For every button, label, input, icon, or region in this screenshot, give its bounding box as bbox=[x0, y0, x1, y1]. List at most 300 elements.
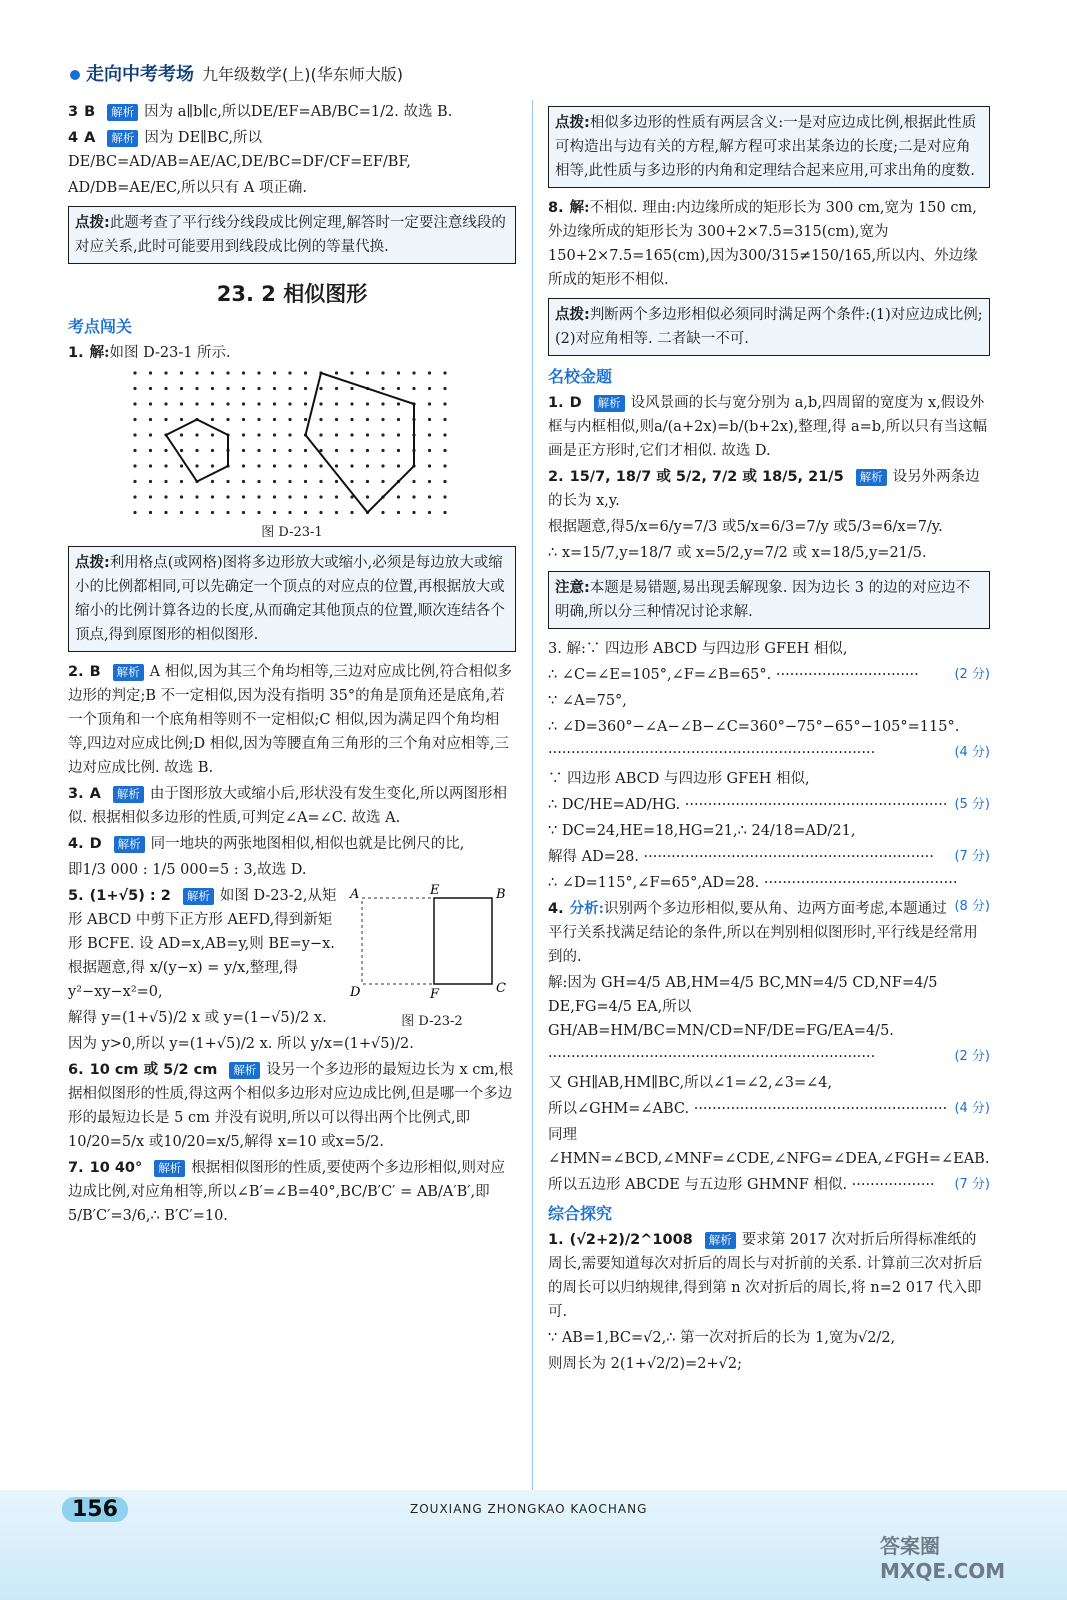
grid-dot bbox=[366, 480, 369, 483]
score-points: (4 分) bbox=[954, 1101, 990, 1116]
grid-dot bbox=[257, 464, 260, 467]
grid-dot bbox=[350, 371, 353, 374]
grid-dot bbox=[273, 371, 276, 374]
grid-dot bbox=[366, 464, 369, 467]
grid-dot bbox=[133, 402, 136, 405]
grid-dot bbox=[164, 464, 167, 467]
grid-dot bbox=[257, 402, 260, 405]
figure-caption-2: 图 D-23-2 bbox=[401, 1014, 463, 1029]
grid-dot bbox=[211, 433, 214, 436]
grid-dot bbox=[428, 402, 431, 405]
item-answer: D bbox=[89, 836, 102, 852]
item-number: 3. bbox=[68, 786, 84, 802]
grid-dot bbox=[366, 418, 369, 421]
note-text: 本题是易错题,易出现丢解现象. 因为边长 3 的边的对应边不明确,所以分三种情况讨论求解. bbox=[555, 580, 971, 620]
grid-dot bbox=[133, 387, 136, 390]
item-text: 根据相似图形的性质,要使两个多边形相似,则对应边成比例,对应角相等,所以∠B′=∠B=40°,BC/B′C′ = AB/A′B′,即5/B′C′=3/6,∴ B′C′=10. bbox=[68, 1160, 505, 1224]
grid-dot bbox=[304, 495, 307, 498]
grid-dot bbox=[350, 480, 353, 483]
item-number: 4 bbox=[68, 130, 79, 146]
grid-dot bbox=[288, 480, 291, 483]
grid-dot bbox=[350, 387, 353, 390]
score-points: (2 分) bbox=[954, 1049, 990, 1064]
item-number: 3 bbox=[68, 104, 79, 120]
grid-dot bbox=[319, 464, 322, 467]
grid-dot bbox=[335, 418, 338, 421]
grid-dot bbox=[226, 511, 229, 514]
grid-dot bbox=[412, 495, 415, 498]
line-text: 解:因为 GH=4/5 AB,HM=4/5 BC,MN=4/5 CD,NF=4/5 DE,FG=4/5 EA,所以GH/AB=HM/BC=MN/CD=NF/DE=FG/EA=4/5. bbox=[548, 975, 938, 1039]
grid-dot bbox=[350, 402, 353, 405]
label-b: B bbox=[496, 887, 506, 902]
grid-dot bbox=[180, 433, 183, 436]
grid-dot bbox=[195, 387, 198, 390]
solution-line bbox=[548, 663, 990, 687]
analysis-tag: 解析 bbox=[107, 104, 138, 121]
grid-dot bbox=[211, 449, 214, 452]
note-label: 注意: bbox=[555, 580, 590, 596]
right-eq-line3: 则周长为 2(1+√2/2)=2+√2; bbox=[548, 1356, 742, 1372]
header-title bbox=[70, 60, 403, 86]
grid-dot bbox=[350, 418, 353, 421]
analysis-tag: 解析 bbox=[183, 888, 214, 905]
analysis-tag: 解析 bbox=[594, 395, 625, 412]
grid-dot bbox=[273, 464, 276, 467]
book-subtitle: 九年级数学(上)(华东师大版) bbox=[202, 65, 403, 84]
line-text: ∵ DC=24,HE=18,HG=21,∴ 24/18=AD/21, bbox=[548, 823, 856, 839]
grid-dot bbox=[366, 402, 369, 405]
grid-dot bbox=[397, 433, 400, 436]
grid-dot bbox=[211, 387, 214, 390]
grid-dot bbox=[133, 464, 136, 467]
label-a: A bbox=[350, 887, 360, 902]
grid-dot bbox=[242, 480, 245, 483]
grid-dot bbox=[288, 511, 291, 514]
left-q5-line3: 因为 y>0,所以 y=(1+√5)/2 x. 所以 y/x=(1+√5)/2. bbox=[68, 1036, 414, 1052]
grid-dot bbox=[195, 371, 198, 374]
grid-dot bbox=[195, 402, 198, 405]
item-text: 设风景画的长与宽分别为 a,b,四周留的宽度为 x,假设外框与内框相似,则a/(a+2x)=b/(b+2x),整理,得 a=b,所以只有当这幅画是正方形时,它们才相似. 故选 D. bbox=[548, 395, 988, 459]
grid-dot bbox=[133, 371, 136, 374]
solution-line bbox=[548, 1097, 990, 1121]
grid-dot bbox=[397, 449, 400, 452]
grid-dot bbox=[335, 480, 338, 483]
rect-bcfe bbox=[434, 898, 492, 984]
left-q1 bbox=[68, 341, 516, 365]
grid-dot bbox=[242, 387, 245, 390]
line-text: ∴ DC/HE=AD/HG. ························································· bbox=[548, 797, 948, 813]
item-text: 因为 a∥b∥c,所以DE/EF=AB/BC=1/2. 故选 B. bbox=[144, 104, 453, 120]
grid-dot bbox=[133, 495, 136, 498]
grid-dot bbox=[257, 480, 260, 483]
column-divider bbox=[532, 100, 533, 1495]
grid-dot bbox=[211, 480, 214, 483]
grid-dot bbox=[412, 480, 415, 483]
grid-dot bbox=[211, 418, 214, 421]
grid-dot bbox=[304, 511, 307, 514]
bullet-icon bbox=[70, 70, 80, 80]
grid-dot bbox=[242, 511, 245, 514]
solution-line bbox=[548, 1045, 990, 1069]
solution-line bbox=[548, 637, 990, 661]
grid-dot bbox=[350, 433, 353, 436]
score-points: (4 分) bbox=[954, 745, 990, 760]
left-q2 bbox=[68, 660, 516, 780]
grid-dot bbox=[428, 449, 431, 452]
grid-dot bbox=[288, 464, 291, 467]
grid-dot bbox=[180, 464, 183, 467]
grid-dot bbox=[242, 433, 245, 436]
analysis-tag: 解析 bbox=[107, 130, 138, 147]
q5-text-block bbox=[68, 884, 338, 1004]
item-text: A 相似,因为其三个角均相等,三边对应成比例,符合相似多边形的判定;B 不一定相似,因为没有指明 35°的角是顶角还是底角,若一个顶角和一个底角相等则不一定相似;C 相似,因为满足四个角均相等,四边对应成比例;D 相似,因为等腰直角三角形的三个角对应相等,三边对应成比例. 故选 B. bbox=[68, 664, 513, 776]
grid-dot bbox=[164, 511, 167, 514]
solution-line bbox=[548, 1123, 990, 1171]
grid-dot bbox=[381, 433, 384, 436]
item-number: 8. bbox=[548, 200, 564, 216]
grid-dot bbox=[381, 402, 384, 405]
grid-dot bbox=[335, 402, 338, 405]
grid-dot bbox=[288, 387, 291, 390]
item-answer: 10 cm 或 5/2 cm bbox=[89, 1062, 218, 1078]
grid-dot bbox=[397, 495, 400, 498]
item-number: 4. bbox=[68, 836, 84, 852]
tip-box-2 bbox=[68, 546, 516, 652]
item-text: 设另外两条边的长为 x,y. bbox=[548, 469, 980, 509]
grid-dot bbox=[335, 387, 338, 390]
grid-dot bbox=[428, 371, 431, 374]
tip-label: 点拨: bbox=[75, 215, 110, 231]
note-box bbox=[548, 571, 990, 629]
label-c: C bbox=[496, 981, 506, 996]
grid-dot bbox=[226, 387, 229, 390]
grid-dot bbox=[226, 371, 229, 374]
book-title: 走向中考考场 bbox=[86, 64, 194, 85]
tip-label: 点拨: bbox=[555, 307, 590, 323]
left-item-3 bbox=[68, 100, 516, 124]
item-text: AD/DB=AE/EC,所以只有 A 项正确. bbox=[68, 180, 307, 196]
right-mq2-line2: 根据题意,得5/x=6/y=7/3 或5/x=6/3=7/y 或5/3=6/x=7/y. bbox=[548, 519, 943, 535]
grid-dot bbox=[366, 495, 369, 498]
grid-dot bbox=[428, 464, 431, 467]
grid-dot bbox=[381, 511, 384, 514]
grid-dot bbox=[412, 511, 415, 514]
grid-dot bbox=[350, 511, 353, 514]
grid-dot bbox=[443, 480, 446, 483]
grid-dot bbox=[319, 480, 322, 483]
analysis-tag: 解析 bbox=[113, 786, 144, 803]
page-number: 156 bbox=[62, 1497, 128, 1522]
item-answer: D bbox=[569, 395, 582, 411]
line-text: ∴ ∠C=∠E=105°,∠F=∠B=65°. ······························· bbox=[548, 667, 919, 683]
analysis-tag: 解析 bbox=[154, 1160, 185, 1177]
grid-dot bbox=[273, 418, 276, 421]
grid-dot bbox=[149, 402, 152, 405]
grid-dot bbox=[335, 511, 338, 514]
left-q5-line2: 解得 y=(1+√5)/2 x 或 y=(1−√5)/2 x. bbox=[68, 1010, 327, 1026]
right-mq2 bbox=[548, 465, 990, 513]
grid-dot bbox=[180, 495, 183, 498]
grid-dot bbox=[149, 387, 152, 390]
item-text: 设另一个多边形的最短边长为 x cm,根据相似图形的性质,得这两个相似多边形对应边成比例,但是哪一个多边形的最短边长是 5 cm 并没有说明,所以可以得出两个比例式,即10/20=5/x 或10/20=x/5,解得 x=10 或x=5/2. bbox=[68, 1062, 514, 1150]
right-eq-line2: ∵ AB=1,BC=√2,∴ 第一次对折后的长为 1,宽为√2/2, bbox=[548, 1330, 896, 1346]
left-q7 bbox=[68, 1156, 516, 1228]
grid-dot bbox=[273, 511, 276, 514]
grid-dot bbox=[180, 371, 183, 374]
grid-dot bbox=[257, 371, 260, 374]
grid-dot bbox=[397, 418, 400, 421]
grid-dot bbox=[381, 480, 384, 483]
grid-dot bbox=[381, 371, 384, 374]
line-text: ∴ ∠D=360°−∠A−∠B−∠C=360°−75°−65°−105°=115°. bbox=[548, 719, 960, 735]
grid-dot bbox=[319, 387, 322, 390]
grid-dot bbox=[226, 402, 229, 405]
grid-dot bbox=[149, 433, 152, 436]
grid-dot bbox=[195, 511, 198, 514]
grid-dot bbox=[257, 511, 260, 514]
line-text: 3. 解:∵ 四边形 ABCD 与四边形 GFEH 相似, bbox=[548, 641, 848, 657]
solution-line bbox=[548, 767, 990, 791]
right-mq4 bbox=[548, 897, 990, 969]
tip-text: 相似多边形的性质有两层含义:一是对应边成比例,根据此性质可构造出与边有关的方程,解方程可求出某条边的长度;二是对应角相等,此性质与多边形的内角和定理结合起来应用,可求出角的度数. bbox=[555, 115, 977, 179]
grid-dot bbox=[397, 371, 400, 374]
grid-dot bbox=[428, 418, 431, 421]
grid-dot bbox=[164, 371, 167, 374]
grid-dot bbox=[180, 511, 183, 514]
grid-dot bbox=[133, 418, 136, 421]
grid-dot bbox=[226, 418, 229, 421]
grid-dot bbox=[319, 495, 322, 498]
grid-dot bbox=[412, 371, 415, 374]
tip-label: 点拨: bbox=[75, 555, 110, 571]
grid-dot bbox=[443, 449, 446, 452]
item-answer: (√2+2)/2^1008 bbox=[569, 1232, 693, 1248]
solution-line bbox=[548, 845, 990, 869]
grid-dot bbox=[319, 418, 322, 421]
grid-dot bbox=[288, 402, 291, 405]
grid-dot bbox=[242, 449, 245, 452]
item-number: 1. bbox=[548, 395, 564, 411]
analysis-tag: 解析 bbox=[114, 836, 145, 853]
line-text: 所以∠GHM=∠ABC. ······················································· bbox=[548, 1101, 948, 1117]
solution-line bbox=[548, 741, 990, 765]
grid-dot bbox=[257, 495, 260, 498]
item-answer: 15/7, 18/7 或 5/2, 7/2 或 18/5, 21/5 bbox=[569, 469, 844, 485]
grid-dot bbox=[211, 402, 214, 405]
left-item-4-cont bbox=[68, 176, 516, 200]
right-mq4-solution bbox=[548, 971, 990, 1197]
line-text: ······································································· bbox=[548, 1049, 876, 1065]
grid-dot bbox=[211, 495, 214, 498]
grid-dot bbox=[164, 387, 167, 390]
line-text: 所以五边形 ABCDE 与五边形 GHMNF 相似. ·················· bbox=[548, 1177, 935, 1193]
solution-line bbox=[548, 715, 990, 739]
grid-dot bbox=[149, 418, 152, 421]
grid-dot bbox=[273, 387, 276, 390]
solution-line bbox=[548, 819, 990, 843]
grid-dot bbox=[149, 464, 152, 467]
grid-dot bbox=[242, 371, 245, 374]
grid-dot bbox=[412, 387, 415, 390]
grid-dot bbox=[149, 449, 152, 452]
tip-text: 判断两个多边形相似必须同时满足两个条件:(1)对应边成比例;(2)对应角相等. 二者缺一不可. bbox=[555, 307, 983, 347]
dot-grid-figure bbox=[127, 367, 457, 517]
left-column bbox=[68, 100, 516, 1230]
item-text: 同一地块的两张地图相似,相似也就是比例尺的比, bbox=[150, 836, 465, 852]
grid-dot bbox=[428, 387, 431, 390]
page-header bbox=[0, 0, 1067, 100]
solution-line bbox=[548, 793, 990, 817]
score-points: (2 分) bbox=[954, 667, 990, 682]
line-text: 又 GH∥AB,HM∥BC,所以∠1=∠2,∠3=∠4, bbox=[548, 1075, 833, 1091]
grid-dot bbox=[288, 418, 291, 421]
grid-dot bbox=[350, 449, 353, 452]
score-points: (7 分) bbox=[954, 849, 990, 864]
grid-dot bbox=[335, 433, 338, 436]
item-text: 不相似. 理由:内边缘所成的矩形长为 300 cm,宽为 150 cm,外边缘所成的矩形长为 300+2×7.5=315(cm),宽为 150+2×7.5=165(cm),因为300/315≠150/165,所以内、外边缘所成的矩形不相似. bbox=[548, 200, 978, 288]
grid-dot bbox=[335, 449, 338, 452]
grid-dot bbox=[195, 449, 198, 452]
grid-dot bbox=[180, 418, 183, 421]
item-text: 由于图形放大或缩小后,形状没有发生变化,所以两图形相似. 根据相似多边形的性质,可判定∠A=∠C. 故选 A. bbox=[68, 786, 508, 826]
right-q8 bbox=[548, 196, 990, 292]
right-mq2-line3: ∴ x=15/7,y=18/7 或 x=5/2,y=7/2 或 x=18/5,y=21/5. bbox=[548, 545, 927, 561]
analysis-label: 分析: bbox=[569, 900, 604, 917]
grid-dot bbox=[443, 433, 446, 436]
score-points: (7 分) bbox=[954, 1177, 990, 1192]
analysis-tag: 解析 bbox=[856, 469, 887, 486]
grid-dot bbox=[149, 495, 152, 498]
left-item-4 bbox=[68, 126, 516, 174]
analysis-tag: 解析 bbox=[229, 1062, 260, 1079]
right-mq1 bbox=[548, 391, 990, 463]
grid-dot bbox=[381, 464, 384, 467]
grid-dot bbox=[397, 402, 400, 405]
grid-dot bbox=[335, 371, 338, 374]
line-text: ∴ ∠D=115°,∠F=65°,AD=28. ·········································· bbox=[548, 875, 958, 891]
grid-dot bbox=[149, 371, 152, 374]
item-answer: 10 40° bbox=[89, 1160, 143, 1176]
grid-dot bbox=[304, 418, 307, 421]
grid-dot bbox=[164, 495, 167, 498]
score-points: (5 分) bbox=[954, 797, 990, 812]
rect-figure-block bbox=[348, 884, 516, 1035]
item-answer: A bbox=[84, 130, 96, 146]
item-text: 要求第 2017 次对折后所得标准纸的周长,需要知道每次对折后的周长与对折前的关系. 计算前三次对折后的周长可以归纳规律,得到第 n 次对折后的周长,将 n=2 017 代入即可. bbox=[548, 1232, 983, 1320]
grid-dot bbox=[288, 371, 291, 374]
left-q4-cont: 即1/3 000 : 1/5 000=5 : 3,故选 D. bbox=[68, 862, 307, 878]
grid-dot bbox=[226, 480, 229, 483]
figure-caption-1: 图 D-23-1 bbox=[261, 525, 323, 540]
tip-box-3 bbox=[548, 106, 990, 188]
grid-dot bbox=[242, 418, 245, 421]
score-points: (8 分) bbox=[954, 899, 990, 914]
grid-dot bbox=[257, 433, 260, 436]
item-answer: A bbox=[89, 786, 101, 802]
item-text: 识别两个多边形相似,要从角、边两方面考虑,本题通过平行关系找满足结论的条件,所以在判别相似图形时,平行线是经常用到的. bbox=[548, 901, 978, 965]
section-title: 23. 2 相似图形 bbox=[216, 282, 368, 306]
item-number: 1. bbox=[68, 345, 84, 361]
left-q3 bbox=[68, 782, 516, 830]
item-answer: B bbox=[89, 664, 101, 680]
solution-label: 解: bbox=[89, 344, 110, 361]
grid-dot bbox=[149, 511, 152, 514]
grid-dot bbox=[428, 480, 431, 483]
grid-dot bbox=[319, 433, 322, 436]
left-q4 bbox=[68, 832, 516, 856]
solution-line bbox=[548, 689, 990, 713]
tip-box-4 bbox=[548, 298, 990, 356]
item-text: 如图 D-23-2,从矩形 ABCD 中剪下正方形 AEFD,得到新矩形 BCFE. 设 AD=x,AB=y,则 BE=y−x. 根据题意,得 x/(y−x) = y/x,整理,得 y²−xy−x²=0, bbox=[68, 888, 337, 1000]
grid-dot bbox=[428, 433, 431, 436]
analysis-tag: 解析 bbox=[113, 664, 144, 681]
grid-dot bbox=[164, 402, 167, 405]
large-pentagon bbox=[306, 373, 415, 513]
right-column bbox=[548, 100, 990, 1378]
grid-dot bbox=[226, 495, 229, 498]
grid-dot bbox=[443, 418, 446, 421]
grid-dot bbox=[304, 449, 307, 452]
grid-dot bbox=[195, 433, 198, 436]
grid-dot bbox=[443, 511, 446, 514]
subsection-title-2: 综合探究 bbox=[548, 1204, 613, 1223]
grid-dot bbox=[195, 495, 198, 498]
grid-dot bbox=[304, 387, 307, 390]
left-q6 bbox=[68, 1058, 516, 1154]
grid-dot bbox=[257, 387, 260, 390]
grid-dot bbox=[304, 464, 307, 467]
grid-dot bbox=[195, 464, 198, 467]
grid-dot bbox=[397, 464, 400, 467]
grid-dot bbox=[335, 464, 338, 467]
line-text: ······································································· bbox=[548, 745, 876, 761]
grid-dot bbox=[319, 402, 322, 405]
grid-dot bbox=[257, 449, 260, 452]
grid-dot bbox=[257, 418, 260, 421]
grid-dot bbox=[366, 449, 369, 452]
grid-dot bbox=[133, 449, 136, 452]
grid-dot bbox=[242, 402, 245, 405]
grid-dot bbox=[397, 387, 400, 390]
item-number: 2. bbox=[68, 664, 84, 680]
grid-dot bbox=[350, 464, 353, 467]
grid-dot bbox=[273, 480, 276, 483]
grid-dot bbox=[335, 495, 338, 498]
line-text: 解得 AD=28. ······························································· bbox=[548, 849, 934, 865]
item-answer: (1+√5) : 2 bbox=[89, 888, 171, 904]
label-f: F bbox=[430, 987, 440, 1002]
grid-dot bbox=[397, 511, 400, 514]
grid-dot bbox=[211, 511, 214, 514]
grid-dot bbox=[211, 464, 214, 467]
grid-dot bbox=[242, 464, 245, 467]
grid-dot bbox=[319, 511, 322, 514]
grid-dot bbox=[381, 387, 384, 390]
right-eq1 bbox=[548, 1228, 990, 1324]
grid-dot bbox=[443, 495, 446, 498]
item-number: 2. bbox=[548, 469, 564, 485]
label-e: E bbox=[430, 884, 440, 898]
grid-dot bbox=[443, 387, 446, 390]
grid-dot bbox=[288, 433, 291, 436]
grid-dot bbox=[428, 511, 431, 514]
grid-dot bbox=[273, 433, 276, 436]
grid-dot bbox=[180, 387, 183, 390]
solution-line bbox=[548, 1173, 990, 1197]
subsection-title: 考点闯关 bbox=[68, 317, 133, 336]
grid-dot bbox=[443, 371, 446, 374]
grid-dot bbox=[133, 511, 136, 514]
